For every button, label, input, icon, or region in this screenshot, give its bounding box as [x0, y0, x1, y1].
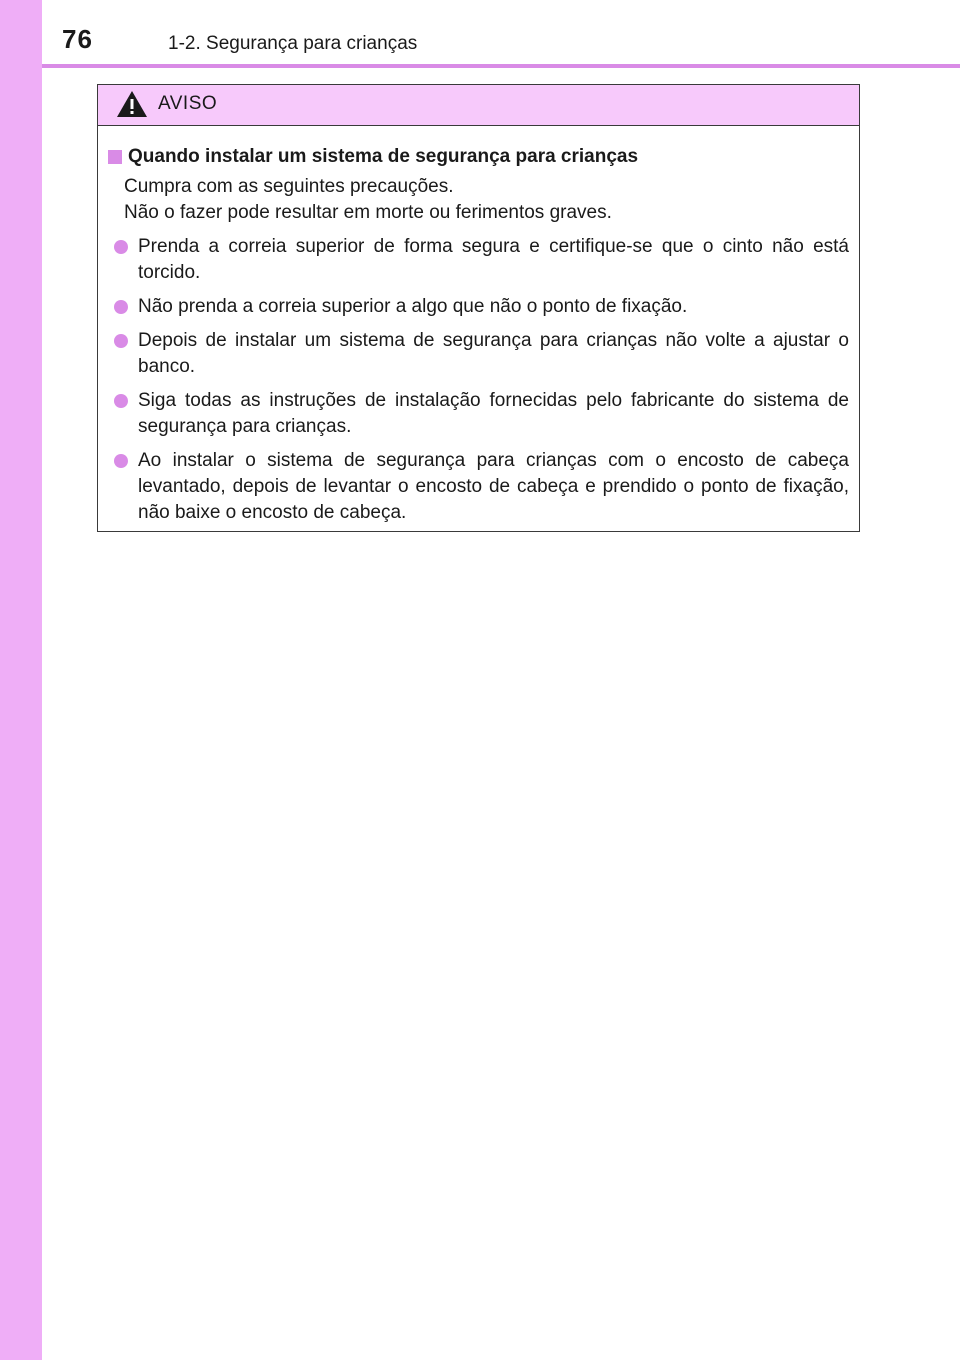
list-item: [108, 328, 849, 380]
warning-body: [98, 126, 859, 526]
list-item: [108, 388, 849, 440]
bullet-dot-icon: [114, 300, 128, 314]
intro-line: Não o fazer pode resultar em morte ou ferimentos graves.: [124, 202, 612, 223]
bullet-dot-icon: [114, 334, 128, 348]
bullet-dot-icon: [114, 240, 128, 254]
page-number: 76: [62, 24, 93, 54]
list-item: [108, 234, 849, 286]
warning-triangle-icon: [116, 90, 148, 118]
intro-line: Cumpra com as seguintes precauções.: [124, 176, 454, 197]
section-side-tab: [0, 0, 42, 1360]
precaution-list: [108, 234, 849, 526]
list-item-text: Prenda a correia superior de forma segura e certifique-se que o cinto não está torcido.: [138, 236, 849, 283]
list-item-text: Não prenda a correia superior a algo que não o ponto de fixação.: [138, 296, 688, 317]
list-item-text: Ao instalar o sistema de segurança para crianças com o encosto de cabeça levantado, depois de levantar o encosto de cabeça e prendido o ponto de fixação, não baixe o encosto de cabeça.: [138, 450, 849, 523]
list-item: [108, 294, 849, 320]
warning-heading: Quando instalar um sistema de segurança para crianças: [128, 146, 639, 167]
warning-box: [97, 84, 860, 532]
warning-heading-row: [108, 144, 849, 170]
warning-header: [98, 85, 859, 126]
bullet-dot-icon: [114, 454, 128, 468]
list-item: [108, 448, 849, 526]
warning-intro: [108, 174, 849, 226]
list-item-text: Depois de instalar um sistema de segurança para crianças não volte a ajustar o banco.: [138, 330, 849, 377]
bullet-dot-icon: [114, 394, 128, 408]
square-bullet-icon: [108, 150, 122, 164]
list-item-text: Siga todas as instruções de instalação fornecidas pelo fabricante do sistema de segurança para crianças.: [138, 390, 849, 437]
section-title: 1-2. Segurança para crianças: [168, 33, 418, 54]
header-divider: [42, 64, 960, 68]
warning-label: AVISO: [158, 93, 218, 114]
